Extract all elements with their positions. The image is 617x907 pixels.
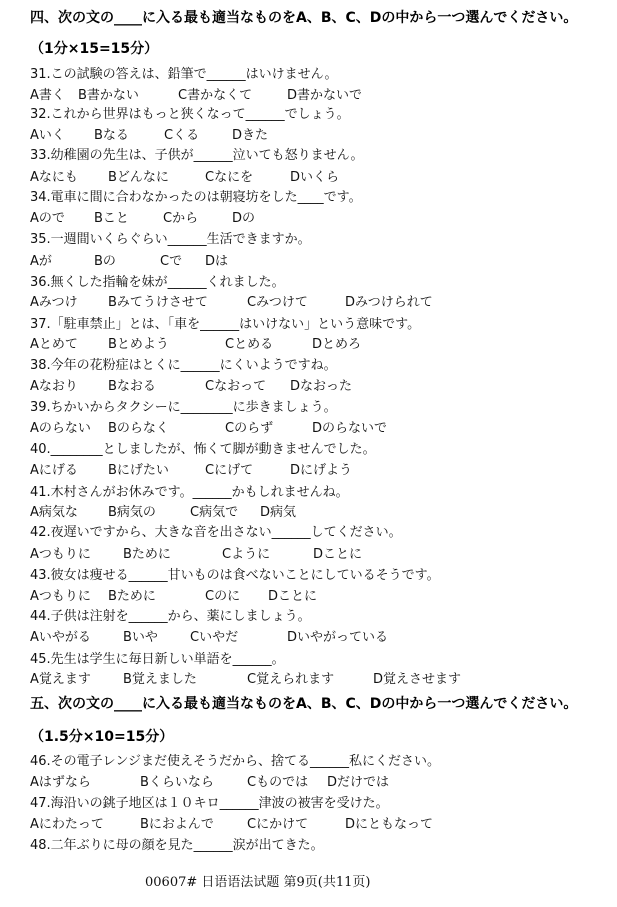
question-45-option-c: C覚えられます xyxy=(247,672,335,687)
question-40-stem: 40.________としましたが、怖くて脚が動きませんでした。 xyxy=(30,442,376,457)
question-35-option-a: Aが xyxy=(30,254,52,269)
question-42-option-c: Cように xyxy=(222,547,271,562)
question-38-option-d: Dなおった xyxy=(290,379,353,394)
question-37-option-b: Bとめよう xyxy=(108,337,169,352)
question-38-option-b: Bなおる xyxy=(108,379,156,394)
question-39-option-a: Aのらない xyxy=(30,421,91,436)
question-43-option-c: Cのに xyxy=(205,589,241,604)
question-36-option-c: Cみつけて xyxy=(247,295,308,310)
question-41-options xyxy=(0,505,617,521)
question-44-option-a: Aいやがる xyxy=(30,630,91,645)
question-34-option-a: Aので xyxy=(30,211,65,226)
question-33-option-d: Dいくら xyxy=(290,170,340,185)
question-44-option-d: Dいやがっている xyxy=(287,630,389,645)
question-32-option-d: Dきた xyxy=(232,128,269,143)
question-46-option-b: Bくらいなら xyxy=(140,775,214,790)
question-46-option-a: Aはずなら xyxy=(30,775,91,790)
question-41-option-d: D病気 xyxy=(260,505,297,520)
question-42-option-d: Dことに xyxy=(313,547,363,562)
question-33-options xyxy=(0,170,617,186)
question-40-option-d: Dにげよう xyxy=(290,463,353,478)
question-39-options xyxy=(0,421,617,437)
question-38-option-c: Cなおって xyxy=(205,379,267,394)
question-39-stem: 39.ちかいからタクシーに________に歩きましょう。 xyxy=(30,400,337,415)
question-41-stem: 41.木村さんがお休みです。______かもしれませんね。 xyxy=(30,485,349,500)
question-43-option-d: Dことに xyxy=(268,589,318,604)
question-36-option-b: Bみてうけさせて xyxy=(108,295,208,310)
question-37-option-a: Aとめて xyxy=(30,337,78,352)
question-32-stem: 32.これから世界はもっと狭くなって______でしょう。 xyxy=(30,107,350,122)
question-33-option-a: Aなにも xyxy=(30,170,78,185)
question-46-option-c: Cものでは xyxy=(247,775,309,790)
question-48-stem: 48.二年ぶりに母の顔を見た______涙が出てきた。 xyxy=(30,838,324,853)
question-43-options xyxy=(0,589,617,605)
question-41-option-b: B病気の xyxy=(108,505,156,520)
question-45-option-d: D覚えさせます xyxy=(373,672,462,687)
question-45-option-b: B覚えました xyxy=(123,672,197,687)
question-44-option-b: Bいや xyxy=(123,630,158,645)
question-34-option-d: Dの xyxy=(232,211,256,226)
section-4-score: （1分×15=15分） xyxy=(30,41,159,57)
section-4-heading: 四、次の文の____に入る最も適当なものをA、B、C、Dの中から一つ選んでください。 xyxy=(30,10,578,26)
question-42-stem: 42.夜遅いですから、大きな音を出さない______してください。 xyxy=(30,525,402,540)
question-46-option-d: Dだけでは xyxy=(327,775,390,790)
question-47-option-b: Bにおよんで xyxy=(140,817,214,832)
section-5-score: （1.5分×10=15分） xyxy=(30,729,174,745)
question-39-option-d: Dのらないで xyxy=(312,421,388,436)
question-32-options xyxy=(0,128,617,144)
question-46-stem: 46.その電子レンジまだ使えそうだから、捨てる______私にください。 xyxy=(30,754,441,769)
question-47-options xyxy=(0,817,617,833)
question-34-option-c: Cから xyxy=(163,211,199,226)
question-45-option-a: A覚えます xyxy=(30,672,91,687)
question-47-option-d: Dにともなって xyxy=(345,817,434,832)
question-46-options xyxy=(0,775,617,791)
question-43-option-a: Aつもりに xyxy=(30,589,91,604)
question-35-stem: 35.一週間いくらぐらい______生活できますか。 xyxy=(30,232,311,247)
question-41-option-a: A病気な xyxy=(30,505,78,520)
question-39-option-c: Cのらず xyxy=(225,421,274,436)
question-36-stem: 36.無くした指輪を妹が______くれました。 xyxy=(30,275,285,290)
question-45-options xyxy=(0,672,617,688)
question-31-stem: 31.この試験の答えは、鉛筆で______はいけません。 xyxy=(30,67,338,82)
question-47-option-a: Aにわたって xyxy=(30,817,104,832)
question-35-option-d: Dは xyxy=(205,254,229,269)
question-34-stem: 34.電車に間に合わなかったのは朝寝坊をした____です。 xyxy=(30,190,362,205)
question-43-stem: 43.彼女は痩せる______甘いものは食べないことにしているそうです。 xyxy=(30,568,440,583)
question-31-option-d: D書かないで xyxy=(287,88,363,103)
section-5-heading: 五、次の文の____に入る最も適当なものをA、B、C、Dの中から一つ選んでください。 xyxy=(30,696,578,712)
question-47-option-c: Cにかけて xyxy=(247,817,309,832)
question-38-option-a: Aなおり xyxy=(30,379,78,394)
question-41-option-c: C病気で xyxy=(190,505,239,520)
page-footer: 00607# 日语语法试题 第9页(共11页) xyxy=(145,875,371,890)
question-44-stem: 44.子供は注射を______から、薬にしましょう。 xyxy=(30,609,311,624)
question-40-option-a: Aにげる xyxy=(30,463,78,478)
question-35-option-b: Bの xyxy=(94,254,116,269)
question-45-stem: 45.先生は学生に毎日新しい単語を______。 xyxy=(30,652,285,667)
question-32-option-a: Aいく xyxy=(30,128,65,143)
question-38-options xyxy=(0,379,617,395)
question-36-options xyxy=(0,295,617,311)
question-31-option-c: C書かなくて xyxy=(178,88,253,103)
question-42-options xyxy=(0,547,617,563)
question-35-option-c: Cで xyxy=(160,254,183,269)
question-39-option-b: Bのらなく xyxy=(108,421,169,436)
question-37-option-c: Cとめる xyxy=(225,337,274,352)
question-32-option-b: Bなる xyxy=(94,128,129,143)
question-37-stem: 37.「駐車禁止」とは、「車を______はいけない」という意味です。 xyxy=(30,317,421,332)
question-32-option-c: Cくる xyxy=(164,128,200,143)
question-40-option-b: Bにげたい xyxy=(108,463,169,478)
question-43-option-b: Bために xyxy=(108,589,156,604)
question-33-option-b: Bどんなに xyxy=(108,170,169,185)
question-37-option-d: Dとめろ xyxy=(312,337,362,352)
question-33-option-c: Cなにを xyxy=(205,170,254,185)
question-44-options xyxy=(0,630,617,646)
question-42-option-b: Bために xyxy=(123,547,171,562)
question-31-option-b: B書かない xyxy=(78,88,139,103)
question-33-stem: 33.幼稚園の先生は、子供が______泣いても怒りません。 xyxy=(30,148,364,163)
question-37-options xyxy=(0,337,617,353)
question-36-option-a: Aみつけ xyxy=(30,295,78,310)
question-36-option-d: Dみつけられて xyxy=(345,295,433,310)
question-44-option-c: Cいやだ xyxy=(190,630,239,645)
question-47-stem: 47.海沿いの銚子地区は１０キロ______津波の被害を受けた。 xyxy=(30,796,389,811)
question-31-option-a: A書く xyxy=(30,88,65,103)
question-40-option-c: Cにげて xyxy=(205,463,254,478)
question-31-options xyxy=(0,88,617,104)
question-34-options xyxy=(0,211,617,227)
question-42-option-a: Aつもりに xyxy=(30,547,91,562)
question-35-options xyxy=(0,254,617,270)
question-40-options xyxy=(0,463,617,479)
question-34-option-b: Bこと xyxy=(94,211,129,226)
question-38-stem: 38.今年の花粉症はとくに______にくいようですね。 xyxy=(30,358,337,373)
